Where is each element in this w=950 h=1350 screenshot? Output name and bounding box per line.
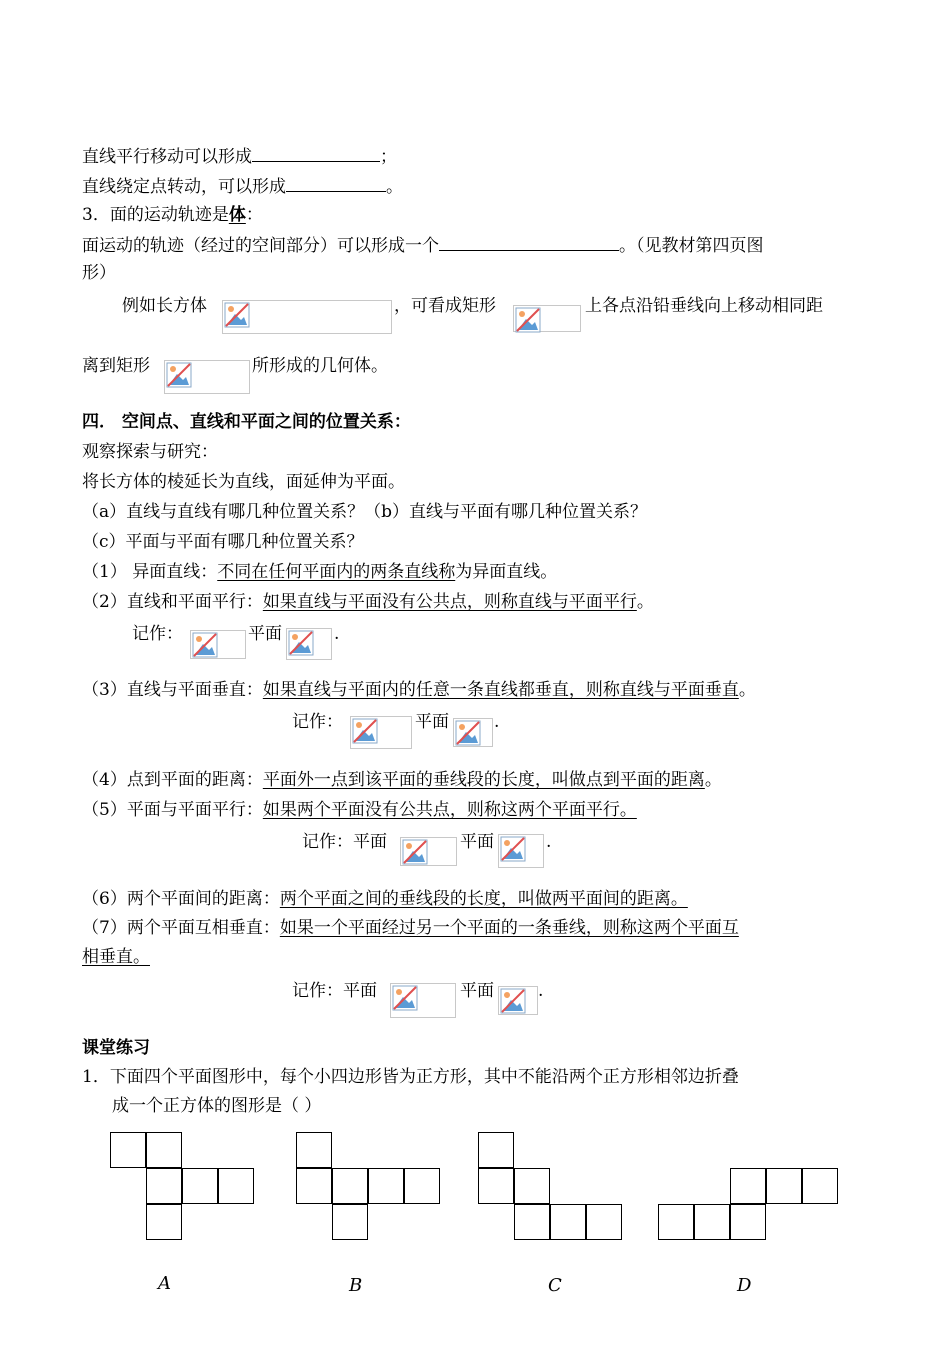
broken-image-icon	[190, 630, 246, 659]
question-c: （c）平面与平面有哪几种位置关系？	[82, 532, 364, 552]
definition-planes-perpendicular: （7）两个平面互相垂直：如果一个平面经过另一个平面的一条垂线，则称这两个平面互	[82, 918, 739, 938]
broken-image-icon	[453, 718, 493, 747]
surface-motion-line: 面运动的轨迹（经过的空间部分）可以形成一个 。（见教材第四页图	[82, 232, 764, 258]
broken-image-icon	[164, 360, 250, 394]
definition-point-plane-distance: （4）点到平面的距离：平面外一点到该平面的垂线段的长度，叫做点到平面的距离。	[82, 770, 722, 790]
definition-line-plane-perpendicular: （3）直线与平面垂直：如果直线与平面内的任意一条直线都垂直，则称直线与平面垂直。	[82, 680, 756, 700]
broken-image-icon	[222, 300, 392, 334]
net-square	[110, 1132, 146, 1168]
net-square	[218, 1168, 254, 1204]
cuboid-example-line-2a: 离到矩形	[82, 356, 150, 376]
broken-image-icon	[350, 716, 412, 749]
net-square	[296, 1168, 332, 1204]
notation-plane-label: 平面	[415, 712, 449, 732]
notation-planes-perpendicular: 记作：平面	[292, 981, 377, 1001]
option-label-d[interactable]: D	[737, 1275, 752, 1296]
answer-blank[interactable]	[439, 232, 619, 251]
net-square	[514, 1204, 550, 1240]
net-square	[332, 1204, 368, 1240]
broken-image-icon	[400, 837, 457, 866]
question-ab: （a）直线与直线有哪几种位置关系？（b）直线与平面有哪几种位置关系？	[82, 502, 648, 522]
net-square	[514, 1168, 550, 1204]
definition-plane-distance: （6）两个平面间的距离：两个平面之间的垂线段的长度，叫做两平面间的距离。	[82, 889, 688, 909]
net-square	[404, 1168, 440, 1204]
notation-period: .	[538, 981, 544, 1001]
broken-image-icon	[390, 983, 456, 1018]
cuboid-example-line-b: ，可看成矩形	[394, 296, 496, 316]
observe-line: 观察探索与研究：	[82, 442, 218, 462]
option-label-a[interactable]: A	[158, 1273, 171, 1294]
item-3-heading: 3．面的运动轨迹是体：	[82, 205, 263, 225]
net-square	[296, 1132, 332, 1168]
option-label-b[interactable]: B	[349, 1275, 363, 1296]
notation-planes-parallel: 记作：平面	[302, 832, 387, 852]
answer-blank[interactable]	[286, 173, 386, 192]
net-square	[550, 1204, 586, 1240]
net-square	[146, 1132, 182, 1168]
extend-line: 将长方体的棱延长为直线，面延伸为平面。	[82, 472, 405, 492]
net-square	[182, 1168, 218, 1204]
net-square	[332, 1168, 368, 1204]
net-square	[146, 1168, 182, 1204]
definition-line-plane-parallel: （2）直线和平面平行：如果直线与平面没有公共点，则称直线与平面平行。	[82, 592, 654, 612]
definition-plane-plane-parallel: （5）平面与平面平行：如果两个平面没有公共点，则称这两个平面平行。	[82, 800, 637, 820]
option-label-c[interactable]: C	[548, 1275, 562, 1296]
surface-motion-line-cont: 形）	[82, 263, 116, 283]
notation-period: .	[494, 712, 500, 732]
section-4-heading: 四． 空间点、直线和平面之间的位置关系：	[82, 412, 411, 432]
net-square	[478, 1168, 514, 1204]
notation-period: .	[334, 624, 340, 644]
cuboid-example-line-2b: 所形成的几何体。	[252, 356, 388, 376]
net-square	[146, 1204, 182, 1240]
line-rotation: 直线绕定点转动，可以形成 。	[82, 173, 403, 199]
net-square	[802, 1168, 838, 1204]
cuboid-example-line-c: 上各点沿铅垂线向上移动相同距	[585, 296, 823, 316]
net-square	[766, 1168, 802, 1204]
question-1: 1．下面四个平面图形中，每个小四边形皆为正方形，其中不能沿两个正方形相邻边折叠	[82, 1067, 739, 1087]
cuboid-example-line: 例如长方体	[122, 296, 207, 316]
practice-heading: 课堂练习	[82, 1038, 150, 1058]
broken-image-icon	[286, 628, 332, 660]
net-square	[478, 1132, 514, 1168]
net-square	[658, 1204, 694, 1240]
net-square	[730, 1168, 766, 1204]
broken-image-icon	[498, 986, 538, 1015]
notation-period: .	[546, 832, 552, 852]
net-square	[694, 1204, 730, 1240]
line-translation: 直线平行移动可以形成 ；	[82, 143, 397, 169]
broken-image-icon	[498, 834, 544, 868]
definition-skew-lines: （1） 异面直线：不同在任何平面内的两条直线称为异面直线。	[82, 562, 558, 582]
notation-plane-label: 平面	[460, 981, 494, 1001]
notation-line-plane-parallel: 记作：	[132, 624, 183, 644]
notation-perpendicular: 记作：	[292, 712, 343, 732]
answer-blank[interactable]	[252, 143, 380, 162]
definition-planes-perpendicular-cont: 相垂直。	[82, 947, 150, 967]
question-1-cont: 成一个正方体的图形是（ ）	[112, 1096, 322, 1116]
notation-plane-label: 平面	[248, 624, 282, 644]
net-square	[586, 1204, 622, 1240]
net-square	[730, 1204, 766, 1240]
broken-image-icon	[513, 305, 581, 332]
notation-plane-label: 平面	[460, 832, 494, 852]
net-square	[368, 1168, 404, 1204]
